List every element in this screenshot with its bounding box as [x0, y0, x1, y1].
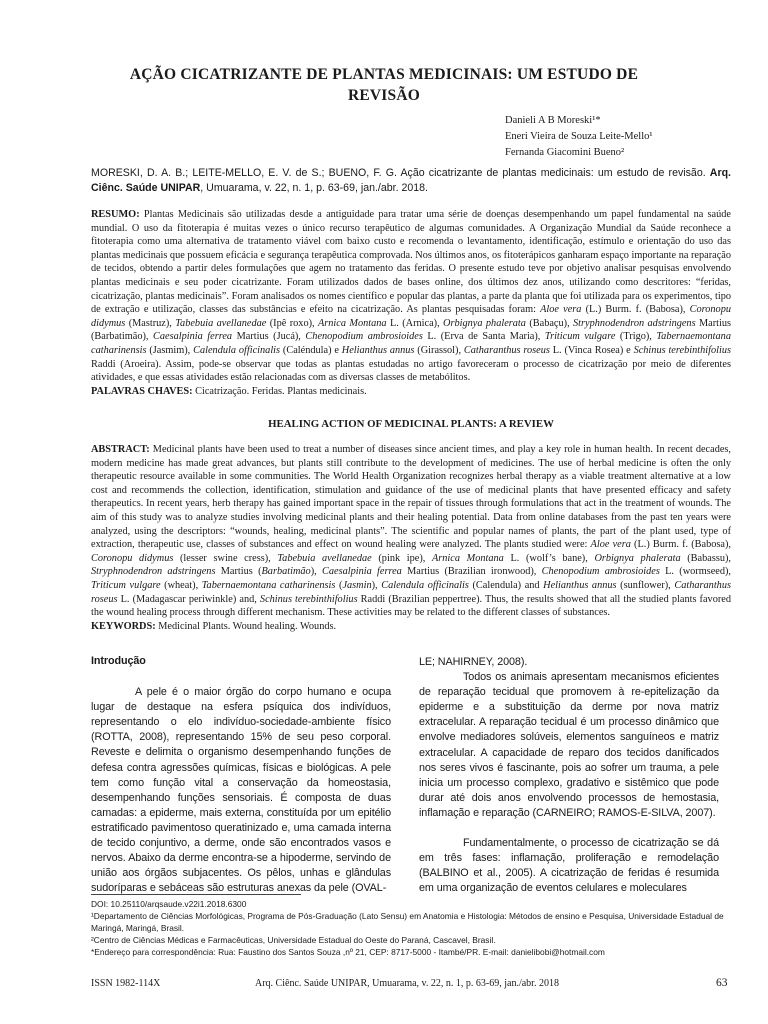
page-number: 63 — [716, 977, 728, 989]
abstract-block — [91, 443, 731, 633]
footnote: ²Centro de Ciências Médicas e Farmacêuticas, Universidade Estadual do Oeste do Paraná, Cascavel, Brasil. — [91, 935, 496, 945]
resumo-text: (Ipê roxo), — [266, 317, 318, 329]
plant-name: Arnica Montana — [317, 317, 387, 329]
article-title — [80, 64, 688, 106]
article-title-line-1: AÇÃO CICATRIZANTE DE PLANTAS MEDICINAIS: UM ESTUDO DE — [129, 66, 639, 83]
keywords-text: Medicinal Plants. Wound healing. Wounds. — [155, 620, 337, 632]
plant-name: Chenopodium ambrosioides — [305, 331, 423, 343]
english-title: HEALING ACTION OF MEDICINAL PLANTS: A REVIEW — [268, 418, 554, 430]
section-heading: Introdução — [91, 655, 146, 667]
abstract-keywords — [91, 620, 731, 634]
plant-name: Calendula officinalis — [193, 344, 281, 356]
body-column-right — [419, 655, 719, 896]
plant-name: Catharanthus roseus — [463, 344, 550, 356]
resumo-text: (Babaçu), — [525, 317, 574, 329]
resumo-text: Plantas Medicinais são utilizadas desde a antiguidade para tratar uma série de doenças desempenhando um papel fundamental na saúde mundial. O uso da fitoterapia é muitas vezes o único recurso terapêutico de algumas comunidades. A Organização Mundial da Saúde reconhece a fitoterapia como uma alternativa de tratamento viável com baixo custo e recomenda o levantamento, identificação, estímulo e orientação do uso das plantas medicinais que possuem eficácia e segurança terapêutica comprovada. Nos últimos anos, os fitoterápicos ganharam espaço importante na reparação de tecidos, obtendo a partir deles formulações que agem no tratamento das feridas. O presente estudo teve por objetivo analisar pesquisas envolvendo plantas medicinais e seu poder cicatrizante. Foram utilizados dados de bases online, dos últimos dez anos, utilizando como descritores: “feridas, cicatrização, plantas medicinais”. Foram analisados os nomes científico e popular das plantas, a parte da planta que foi utilizada para os experimentos, tipo de extração e utilização, classes das substâncias e efeito na cicatrização. As plantas pesquisadas foram: — [91, 209, 731, 316]
resumo-keywords — [91, 385, 731, 399]
citation — [91, 166, 731, 195]
plant-name: Aloe vera — [540, 304, 582, 316]
citation-text: MORESKI, D. A. B.; LEITE-MELLO, E. V. de S.; BUENO, F. G. Ação cicatrizante de plantas medicinais: um estudo de revisão. — [91, 167, 706, 179]
resumo-text: Raddi (Aroeira). Assim, pode-se observar que todas as plantas estudadas no artigo favoreceram o processo de cicatrização por meio de diferentes atividades, e que essas atividades estão relacionadas com as diversas classes de metabólitos. — [91, 358, 731, 384]
body-column-left — [91, 654, 391, 896]
plant-name: Tabernaemontana catharinensis — [201, 579, 336, 591]
footnotes — [91, 898, 737, 958]
plant-name: Aloe vera — [590, 539, 631, 551]
plant-name: Arnica Montana — [431, 552, 504, 564]
plant-name: Coronopu didymus — [91, 552, 174, 564]
body-paragraph: A pele é o maior órgão do corpo humano e ocupa lugar de destaque na esfera psíquica dos indivíduos, representando o elo indivíduo-sociedade-ambiente físico (ROTTA, 2008), representando 15% de seu peso corporal. Reveste e delimita o organismo desempenhando funções de defesa contra agressões químicas, físicas e biológicas. A pele tem como função vital a conservação da homeostasia, desempenhando funções sensoriais. É composta de duas camadas: a epiderme, mais externa, constituída por um epitélio estratificado pavimentoso queratinizado e, uma camada interna de tecido conjuntivo, a derme, onde são encontrados vasos e nervos. Abaixo da derme encontra-se a hipoderme, servindo de união aos órgãos subjacentes. Os pêlos, unhas e glândulas sudoríparas e sebáceas são estruturas anexas da pele (OVAL- — [91, 686, 391, 895]
plant-name: Tabebuia avellanedae — [175, 317, 267, 329]
abstract-text: ), — [371, 579, 382, 591]
abstract-text: L. (wormseed), — [659, 566, 732, 578]
body-paragraph: LE; NAHIRNEY, 2008). — [419, 656, 528, 668]
abstract-label: ABSTRACT: — [91, 444, 150, 455]
plant-name: Stryphnodendron adstringens — [91, 566, 216, 578]
citation-journal: Arq. Ciênc. Saúde UNIPAR — [91, 167, 731, 194]
footer-journal: Arq. Ciênc. Saúde UNIPAR, Umuarama, v. 22, n. 1, p. 63-69, jan./abr. 2018 — [255, 978, 559, 989]
abstract-text: Medicinal plants have been used to treat a number of diseases since ancient times, and play a key role in human health. In recent decades, modern medicine has made great advances, but plants still contribute to the development of medicines. The use of herbal medicine is often the only therapeutic resource available in some communities. The World Health Organization recognizes herbal therapy as a viable treatment alternative at a low cost and recommends the collection, identification, stimulation and guidance of the use of medicinal plants that have presented efficacy and safety therapeutics. In recent years, herb therapy has gained important space in the repair of tissues through formulations that act in the treatment of wounds. The aim of this study was to analyze studies involving medicinal plants and their healing potential. Data from online databases from the past ten years were analyzed, using the descriptors: “wounds, healing, medicinal plants”. The scientific and popular names of plants, the part of the plant used, type of extraction, therapeutic use, classes of substances and effect on wound healing were analyzed. The plants studied were: — [91, 444, 731, 551]
footer-issn: ISSN 1982-114X — [91, 978, 161, 989]
plant-name: Coronopu didymus — [91, 304, 731, 329]
plant-name: Catharanthus roseus — [91, 579, 731, 605]
resumo-text: (Mastruz), — [125, 317, 176, 329]
plant-name: Caesalpinia ferrea — [153, 331, 233, 343]
abstract-text: ( — [335, 579, 343, 591]
author-name: Fernanda Giacomini Bueno² — [505, 147, 625, 158]
abstract-text: L. (Madagascar periwinkle) and, — [117, 593, 260, 605]
resumo-text: (Caléndula) e — [280, 344, 342, 356]
plant-name: Chenopodium ambrosioides — [541, 566, 660, 578]
body-paragraph: Todos os animais apresentam mecanismos eficientes de reparação tecidual que promovem à re-epitelização da epiderme e a substituição da derme por nova matriz extracelular. A reparação tecidual é um processo dinâmico que envolve mediadores solúveis, elementos sanguíneos e matriz extracelular. A capacidade de reparo dos tecidos danificados nos seres vivos é fascinante, pois ao sofrer um trauma, a pele inicia um processo complexo, gradativo e sistêmico que pode durar até dois anos envolvendo processos de hemostasia, inflamação e reparação (CARNEIRO; RAMOS-E-SILVA, 2007). — [419, 671, 719, 819]
resumo-text: L. (Vinca Rosea) e — [549, 344, 634, 356]
plant-name: Orbignya phalerata — [594, 552, 681, 564]
paragraph-spacer — [419, 821, 719, 836]
abstract-text: (wheat), — [160, 579, 202, 591]
resumo-text: Martius (Barbatimão), — [91, 317, 732, 343]
resumo-text: L. (Erva de Santa Maria), — [422, 331, 545, 343]
plant-name: Tabebuia avellanedae — [277, 552, 372, 564]
body-paragraph: Fundamentalmente, o processo de cicatrização se dá em três fases: inflamação, proliferação e remodelação (BALBINO et al., 2005). A cicatrização de feridas é resumida em uma organização de eventos celulares e moleculares — [419, 837, 719, 895]
abstract-text: Martius (Brazilian ironwood), — [401, 566, 542, 578]
plant-name: Schinus terebinthifolius — [633, 344, 731, 356]
abstract-text: (lesser swine cress), — [173, 552, 278, 564]
plant-name: Triticum vulgare — [91, 579, 161, 591]
plant-name: Barbatimão — [261, 566, 311, 578]
resumo-text: Martius (Jucá), — [232, 331, 306, 343]
plant-name: Calendula officinalis — [381, 579, 469, 591]
resumo-text: L. (Arnica), — [386, 317, 444, 329]
resumo-text: (Girassol), — [414, 344, 464, 356]
keywords-label: KEYWORDS: — [91, 620, 156, 632]
citation-details: , Umuarama, v. 22, n. 1, p. 63-69, jan./abr. 2018. — [200, 181, 428, 194]
footnote: ¹Departamento de Ciências Morfológicas, Programa de Pós-Graduação (Lato Sensu) em Anatomia e Histologia: Métodos de ensino e Pesquisa, Universidade Estadual de Maringá, Maringá, Brasil. — [91, 911, 724, 933]
keywords-label: PALAVRAS CHAVES: — [91, 385, 193, 397]
author-name: Eneri Vieira de Souza Leite-Mello¹ — [505, 131, 653, 142]
author-name: Danieli A B Moreski¹* — [505, 115, 601, 126]
resumo-block — [91, 208, 731, 398]
resumo-text: (Trigo), — [615, 331, 657, 343]
doi: DOI: 10.25110/arqsaude.v22i1.2018.6300 — [91, 899, 247, 909]
abstract-text: (Babassu), — [680, 552, 732, 564]
abstract-text: Martius ( — [215, 566, 262, 578]
abstract-text: (sunflower), — [616, 579, 675, 591]
abstract-text: L. (wolf’s bane), — [503, 552, 595, 564]
article-title-line-2: REVISÃO — [347, 87, 421, 104]
author-list — [505, 113, 653, 161]
abstract-text: ), — [310, 566, 322, 578]
abstract-text: (L.) Burm. f. (Babosa), — [630, 539, 731, 551]
resumo-text: (Jasmim), — [146, 344, 194, 356]
plant-name: Stryphnodendron adstringens — [573, 317, 696, 329]
keywords-text: Cicatrização. Feridas. Plantas medicinais. — [192, 385, 367, 397]
plant-name: Triticum vulgare — [544, 331, 616, 343]
plant-name: Caesalpinia ferrea — [322, 566, 402, 578]
plant-name: Helianthus annus — [341, 344, 415, 356]
plant-name: Orbignya phalerata — [443, 317, 526, 329]
plant-name: Jasmin — [342, 579, 372, 591]
abstract-text: (Calendula) and — [468, 579, 544, 591]
plant-name: Schinus terebinthifolius — [259, 593, 358, 605]
abstract-text: Raddi (Brazilian peppertree). Thus, the results showed that all the studied plants favored the wound healing process through different mechanism. These activities may be related to the different classes of substances. — [91, 593, 731, 619]
footnote: *Endereço para correspondência: Rua: Faustino dos Santos Souza ,nº 21, CEP: 8717-5000 - Itambé/PR. E-mail: danielibobi@hotmail.com — [91, 947, 605, 957]
plant-name: Tabernaemontana catharinensis — [91, 331, 731, 356]
resumo-label: RESUMO: — [91, 209, 140, 220]
abstract-text: (pink ipe), — [371, 552, 432, 564]
plant-name: Helianthus annus — [543, 579, 617, 591]
resumo-text: (L.) Burm. f. (Babosa), — [581, 304, 690, 316]
footnote-divider — [91, 894, 301, 895]
